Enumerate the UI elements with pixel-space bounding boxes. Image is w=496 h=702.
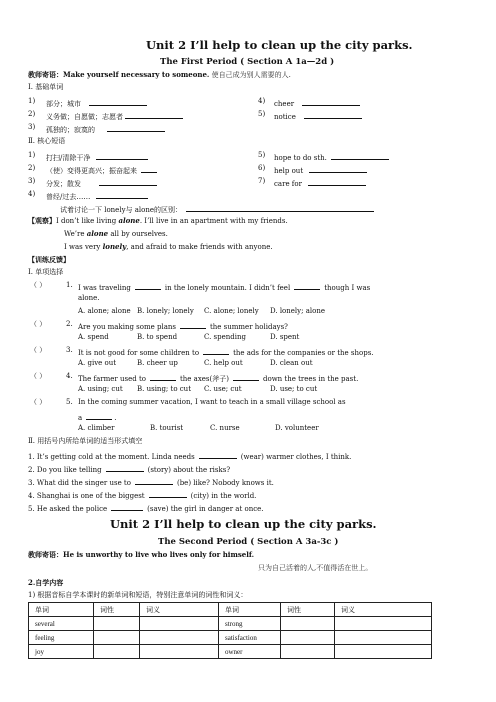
fill-item: [28, 490, 256, 500]
table-cell[interactable]: [335, 645, 432, 659]
word-item: [28, 124, 35, 131]
word-item: [258, 111, 265, 118]
item-num: 2): [28, 110, 36, 118]
word-item: [28, 111, 35, 118]
answer-blank[interactable]: [186, 204, 374, 212]
answer-paren[interactable]: （ ）: [30, 346, 47, 354]
answer-blank[interactable]: [203, 347, 229, 355]
phrase-num: 3): [28, 177, 36, 185]
self-study-heading: 2.自学内容: [28, 578, 64, 587]
answer-blank[interactable]: [125, 111, 183, 119]
table-row: [29, 645, 432, 659]
word-item-text: [274, 111, 362, 121]
q-part: the ads for the companies or the shops.: [233, 349, 374, 357]
table-cell[interactable]: [335, 617, 432, 631]
period-title: The First Period ( Section A 1a—2d ): [160, 57, 335, 67]
q-part: It is not good for some children to: [78, 349, 200, 357]
answer-paren[interactable]: （ ）: [30, 281, 47, 289]
question-num: 2.: [66, 320, 73, 328]
table-cell[interactable]: [140, 617, 219, 631]
q-part: .: [114, 414, 117, 422]
option-a[interactable]: A. alone; alone: [78, 307, 131, 315]
answer-blank[interactable]: [135, 477, 173, 485]
item-text: 部分；城市: [46, 100, 81, 108]
question-num: 3.: [66, 346, 73, 354]
motto-en: He is unworthy to live who lives only for himself.: [63, 550, 255, 559]
section-basic-words: Ⅰ. 基础单词: [28, 83, 64, 91]
word-item-text: [46, 111, 183, 121]
fill-text: (city) in the world.: [190, 492, 257, 500]
motto-en: Make yourself necessary to someone.: [63, 70, 210, 79]
answer-blank[interactable]: [106, 464, 144, 472]
option-c[interactable]: C. use; cut: [204, 385, 242, 393]
answer-blank[interactable]: [294, 282, 320, 290]
q-part: though I was: [324, 284, 371, 292]
observe-sentence-1: [28, 217, 288, 225]
fill-item: [28, 477, 274, 487]
feedback-label: 【训练反馈】: [28, 255, 70, 264]
mc-title: Ⅰ. 单项选择: [28, 268, 64, 276]
fill-text: (save) the girl in danger at once.: [147, 505, 264, 513]
q-part: The farmer used to: [78, 375, 146, 383]
fill-text: 5. He asked the police: [28, 505, 108, 513]
word-item-text: [46, 98, 147, 108]
option-d[interactable]: D. use; to cut: [270, 385, 318, 393]
question-text-line2: alone.: [78, 294, 100, 302]
phrase-item: [46, 191, 148, 201]
option-b[interactable]: B. cheer up: [137, 359, 178, 367]
answer-paren[interactable]: （ ）: [30, 398, 47, 406]
item-text: 孤独的；寂寞的: [46, 126, 95, 134]
column-header: 词性: [281, 603, 335, 617]
phrase-item: [274, 152, 389, 162]
answer-blank[interactable]: [150, 373, 176, 381]
table-cell: joy: [29, 645, 94, 659]
item-num: 4): [258, 97, 266, 105]
q-part: the axes(斧子): [179, 375, 229, 383]
fill-title: Ⅱ. 用括号内所给单词的适当形式填空: [28, 437, 143, 445]
unit-title: Unit 2 I’ll help to clean up the city parks.: [146, 38, 413, 52]
motto-label: 教师寄语：: [28, 70, 63, 79]
motto-cn: 使自己成为别人需要的人.: [211, 71, 291, 79]
phrase-item: [274, 178, 366, 188]
word-item-text: [274, 98, 360, 108]
phrase-num: 6): [258, 164, 266, 172]
answer-blank[interactable]: [107, 124, 165, 132]
table-cell[interactable]: [94, 631, 140, 645]
option-a[interactable]: A. spend: [78, 333, 109, 341]
answer-blank[interactable]: [309, 165, 367, 173]
self-study-item: 1) 根据音标自学本课时的新单词和短语，特别注意单词的词性和词义：: [28, 591, 248, 599]
column-header: 词义: [140, 603, 219, 617]
question-num: 1.: [66, 281, 73, 289]
q-part: in the lonely mountain. I didn’t feel: [164, 284, 291, 292]
answer-blank[interactable]: [149, 490, 187, 498]
sentence-text: . I’ll live in an apartment with my friends.: [139, 217, 288, 225]
fill-item: [28, 451, 351, 461]
q-part: down the trees in the past.: [263, 375, 359, 383]
item-text: 分发；散发: [46, 180, 81, 188]
question-text-line2: [78, 412, 116, 422]
word-item-text: [46, 124, 165, 134]
table-cell: satisfaction: [219, 631, 281, 645]
sentence-text: all by ourselves.: [108, 230, 168, 238]
answer-blank[interactable]: [96, 191, 148, 199]
period-title-2: The Second Period ( Section A 3a-3c ): [158, 537, 339, 547]
table-cell: several: [29, 617, 94, 631]
answer-blank[interactable]: [233, 373, 259, 381]
answer-blank[interactable]: [199, 451, 237, 459]
table-cell[interactable]: [94, 645, 140, 659]
item-text: 打扫/清除干净: [46, 154, 91, 162]
vocab-table: [28, 602, 432, 659]
item-text: 义务做；自愿做；志愿者: [46, 113, 123, 121]
table-cell[interactable]: [140, 645, 219, 659]
item-num: 5): [258, 110, 266, 118]
q-part: the summer holidays?: [209, 323, 288, 331]
question-text: [78, 347, 374, 357]
option-b[interactable]: B. tourist: [150, 424, 184, 432]
question-num: 5.: [66, 398, 73, 406]
phrase-item: [46, 165, 157, 175]
item-text: care for: [274, 180, 302, 188]
fill-text: 2. Do you like telling: [28, 466, 102, 474]
item-text: （使）变得更高兴；振奋起来: [46, 167, 137, 175]
answer-blank[interactable]: [331, 152, 389, 160]
column-header: 词性: [94, 603, 140, 617]
question-text: In the coming summer vacation, I want to teach in a small village school as: [78, 398, 346, 406]
option-d[interactable]: D. clean out: [270, 359, 313, 367]
item-text: hope to do sth.: [274, 154, 327, 162]
teacher-motto-2: [28, 551, 254, 559]
table-row: [29, 617, 432, 631]
option-a[interactable]: A. climber: [78, 424, 115, 432]
item-text: notice: [274, 113, 296, 121]
column-header: 词义: [335, 603, 432, 617]
answer-blank[interactable]: [96, 152, 148, 160]
table-cell[interactable]: [281, 617, 335, 631]
sentence-text: I was very: [64, 243, 103, 251]
phrase-item: [46, 152, 148, 162]
item-text: help out: [274, 167, 304, 175]
phrase-num: 2): [28, 164, 36, 172]
option-a[interactable]: A. using; cut: [78, 385, 123, 393]
question-text: [78, 373, 358, 383]
table-row: [29, 631, 432, 645]
table-header-row: [29, 603, 432, 617]
sentence-text: I don’t like living: [56, 217, 119, 225]
option-d[interactable]: D. lonely; alone: [270, 307, 325, 315]
answer-blank[interactable]: [180, 321, 206, 329]
q-part: I was traveling: [78, 284, 131, 292]
option-b[interactable]: B. to spend: [137, 333, 178, 341]
answer-blank[interactable]: [141, 165, 157, 173]
q-part: Are you making some plans: [78, 323, 176, 331]
question-text: [78, 282, 370, 292]
column-header: 单词: [219, 603, 281, 617]
fill-text: (story) about the risks?: [147, 466, 231, 474]
option-c[interactable]: C. spending: [204, 333, 246, 341]
table-cell[interactable]: [335, 631, 432, 645]
answer-paren[interactable]: （ ）: [30, 320, 47, 328]
answer-blank[interactable]: [99, 178, 157, 186]
option-c[interactable]: C. help out: [204, 359, 243, 367]
discussion-prompt: [60, 204, 374, 214]
emphasis-word: lonely: [102, 242, 127, 251]
table-cell[interactable]: [94, 617, 140, 631]
fill-text: 1. It’s getting cold at the moment. Linda needs: [28, 453, 195, 461]
fill-item: [28, 464, 230, 474]
item-text: 曾经/过去……: [46, 193, 91, 201]
unit-title-2: Unit 2 I’ll help to clean up the city parks.: [110, 517, 377, 531]
phrase-num: 5): [258, 151, 266, 159]
fill-text: 3. What did the singer use to: [28, 479, 131, 487]
item-num: 3): [28, 123, 36, 131]
option-b[interactable]: B. using; to cut: [137, 385, 192, 393]
answer-blank[interactable]: [304, 111, 362, 119]
observe-sentence-2: [64, 230, 168, 238]
teacher-motto: [28, 71, 291, 79]
motto-cn-2: 只为自己活着的人,不值得活在世上。: [258, 564, 373, 572]
table-cell: feeling: [29, 631, 94, 645]
table-cell[interactable]: [281, 631, 335, 645]
emphasis-word: alone: [86, 229, 109, 238]
phrase-num: 4): [28, 190, 36, 198]
option-b[interactable]: B. lonely; lonely: [137, 307, 194, 315]
option-c[interactable]: C. alone; lonely: [204, 307, 259, 315]
word-item: [28, 98, 35, 105]
phrase-num: 7): [258, 177, 266, 185]
answer-blank[interactable]: [135, 282, 161, 290]
sentence-text: , and afraid to make friends with anyone.: [126, 243, 273, 251]
phrase-item: [274, 165, 367, 175]
item-text: cheer: [274, 100, 295, 108]
fill-text: (be) like? Nobody knows it.: [176, 479, 274, 487]
fill-text: 4. Shanghai is one of the biggest: [28, 492, 145, 500]
answer-blank[interactable]: [111, 503, 143, 511]
option-c[interactable]: C. nurse: [210, 424, 240, 432]
answer-blank[interactable]: [302, 98, 360, 106]
option-a[interactable]: A. give out: [78, 359, 117, 367]
question-text: [78, 321, 288, 331]
word-item: [258, 98, 265, 105]
answer-blank[interactable]: [86, 412, 112, 420]
discussion-text: 试着讨论一下 lonely与 alone的区别：: [60, 206, 183, 214]
answer-blank[interactable]: [308, 178, 366, 186]
table-cell: owner: [219, 645, 281, 659]
q-part: a: [78, 414, 83, 422]
column-header: 单词: [29, 603, 94, 617]
option-d[interactable]: D. volunteer: [275, 424, 319, 432]
emphasis-word: alone: [118, 216, 140, 225]
motto-label: 教师寄语：: [28, 550, 63, 559]
observe-label: 【观察】: [28, 216, 56, 225]
section-core-phrases: Ⅱ. 核心短语: [28, 137, 66, 145]
fill-item: [28, 503, 264, 513]
fill-text: (wear) warmer clothes, I think.: [240, 453, 352, 461]
sentence-text: We’re: [64, 230, 87, 238]
question-num: 4.: [66, 372, 73, 380]
table-cell[interactable]: [140, 631, 219, 645]
table-cell[interactable]: [281, 645, 335, 659]
answer-paren[interactable]: （ ）: [30, 372, 47, 380]
item-num: 1): [28, 97, 36, 105]
table-cell: strong: [219, 617, 281, 631]
answer-blank[interactable]: [89, 98, 147, 106]
phrase-num: 1): [28, 151, 36, 159]
phrase-item: [46, 178, 157, 188]
option-d[interactable]: D. spent: [270, 333, 300, 341]
observe-sentence-3: [64, 243, 273, 251]
